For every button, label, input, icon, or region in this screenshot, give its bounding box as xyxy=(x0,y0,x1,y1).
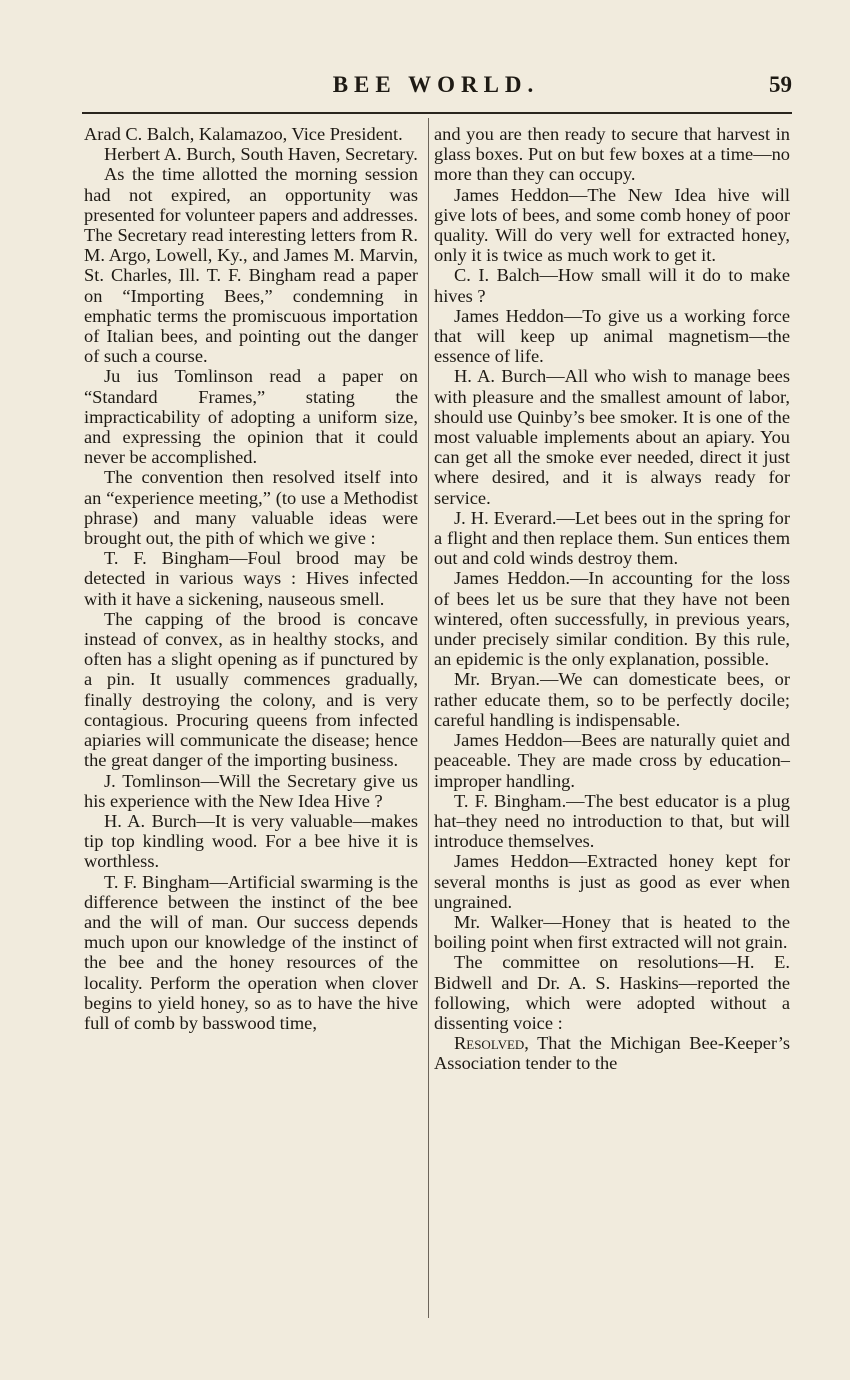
paragraph: Ju ius Tomlinson read a paper on “Standard Frames,” stating the impracticability of adopting a uniform size, and expressing the opinion that it could never be accomplished. xyxy=(84,366,418,468)
paragraph: T. F. Bingham—Foul brood may be detected in various ways : Hives infected with it have a sickening, nauseous smell. xyxy=(84,548,418,609)
page-number: 59 xyxy=(769,72,792,97)
right-column xyxy=(434,124,790,1074)
paragraph: Mr. Bryan.—We can domesticate bees, or rather educate them, so to be perfectly docile; careful handling is indispensable. xyxy=(434,669,790,730)
paragraph: J. H. Everard.—Let bees out in the spring for a flight and then replace them. Sun entices them out and cold winds destroy them. xyxy=(434,507,790,569)
paragraph: The capping of the brood is concave instead of convex, as in healthy stocks, and often has a slight opening as if punctured by a pin. It usually commences gradually, finally destroying the colony, and is very contagious. Procuring queens from infected apiaries will communicate the disease; hence the great danger of the importing business. xyxy=(84,608,418,771)
paragraph: and you are then ready to secure that harvest in glass boxes. Put on but few boxes at a time—no more than they can occupy. xyxy=(434,124,790,185)
paragraph: H. A. Burch—All who wish to manage bees with pleasure and the smallest amount of labor, should use Quinby’s bee smoker. It is one of the most valuable implements about an apiary. You can get all the smoke ever needed, direct it just where desired, and it is always ready for service. xyxy=(434,366,790,508)
paragraph: James Heddon—Bees are naturally quiet and peaceable. They are made cross by education–improper handling. xyxy=(434,730,790,791)
paragraph: J. Tomlinson—Will the Secretary give us his experience with the New Idea Hive ? xyxy=(84,770,418,811)
paragraph: James Heddon—Extracted honey kept for several months is just as good as ever when ungrained. xyxy=(434,851,790,912)
paragraph: The convention then resolved itself into an “experience meeting,” (to use a Methodist phrase) and many valuable ideas were brought out, the pith of which we give : xyxy=(84,467,418,549)
paragraph: Herbert A. Burch, South Haven, Secretary. xyxy=(104,144,418,165)
page-header xyxy=(80,72,792,106)
resolution-paragraph xyxy=(434,1033,790,1073)
left-column xyxy=(84,124,418,1033)
resolution-text: That the Michigan Bee-Keeper’s Association tender to the xyxy=(434,1033,790,1074)
paragraph: T. F. Bingham.—The best educator is a plug hat–they need no introduction to that, but will introduce themselves. xyxy=(434,790,790,852)
paragraph: Mr. Walker—Honey that is heated to the boiling point when first extracted will not grain. xyxy=(434,911,790,953)
paragraph: James Heddon.—In accounting for the loss of bees let us be sure that they have not been wintered, often successfully, in previous years, under precisely similar condition. By this rule, an epidemic is the only explanation, possible. xyxy=(434,568,790,670)
header-rule xyxy=(82,112,792,114)
paragraph: The committee on resolutions—H. E. Bidwell and Dr. A. S. Haskins—reported the following, which were adopted without a dissenting voice : xyxy=(434,952,790,1033)
column-divider xyxy=(428,118,429,1318)
resolved-label: Resolved, xyxy=(454,1033,529,1054)
running-title: BEE WORLD. xyxy=(332,72,540,97)
paragraph: As the time allotted the morning session had not expired, an opportunity was presented for volunteer papers and addresses. The Secretary read interesting letters from R. M. Argo, Lowell, Ky., and James M. Marvin, St. Charles, Ill. T. F. Bingham read a paper on “Importing Bees,” condemning in emphatic terms the promiscuous importation of Italian bees, and pointing out the danger of such a course. xyxy=(84,164,418,367)
paragraph: Arad C. Balch, Kalamazoo, Vice President. xyxy=(84,124,403,144)
paragraph: T. F. Bingham—Artificial swarming is the difference between the instinct of the bee and the will of man. Our success depends much upon our knowledge of the instinct of the bee and the honey resources of the locality. Perform the operation when clover begins to yield honey, so as to have the hive full of comb by basswood time, xyxy=(84,871,418,1033)
paragraph: C. I. Balch—How small will it do to make hives ? xyxy=(434,265,790,306)
paragraph: H. A. Burch—It is very valuable—makes tip top kindling wood. For a bee hive it is worthless. xyxy=(84,810,418,872)
paragraph: James Heddon—To give us a working force that will keep up animal magnetism—the essence of life. xyxy=(434,305,790,367)
paragraph: James Heddon—The New Idea hive will give lots of bees, and some comb honey of poor quality. Will do very well for extracted honey, only it is twice as much work to get it. xyxy=(434,184,790,266)
